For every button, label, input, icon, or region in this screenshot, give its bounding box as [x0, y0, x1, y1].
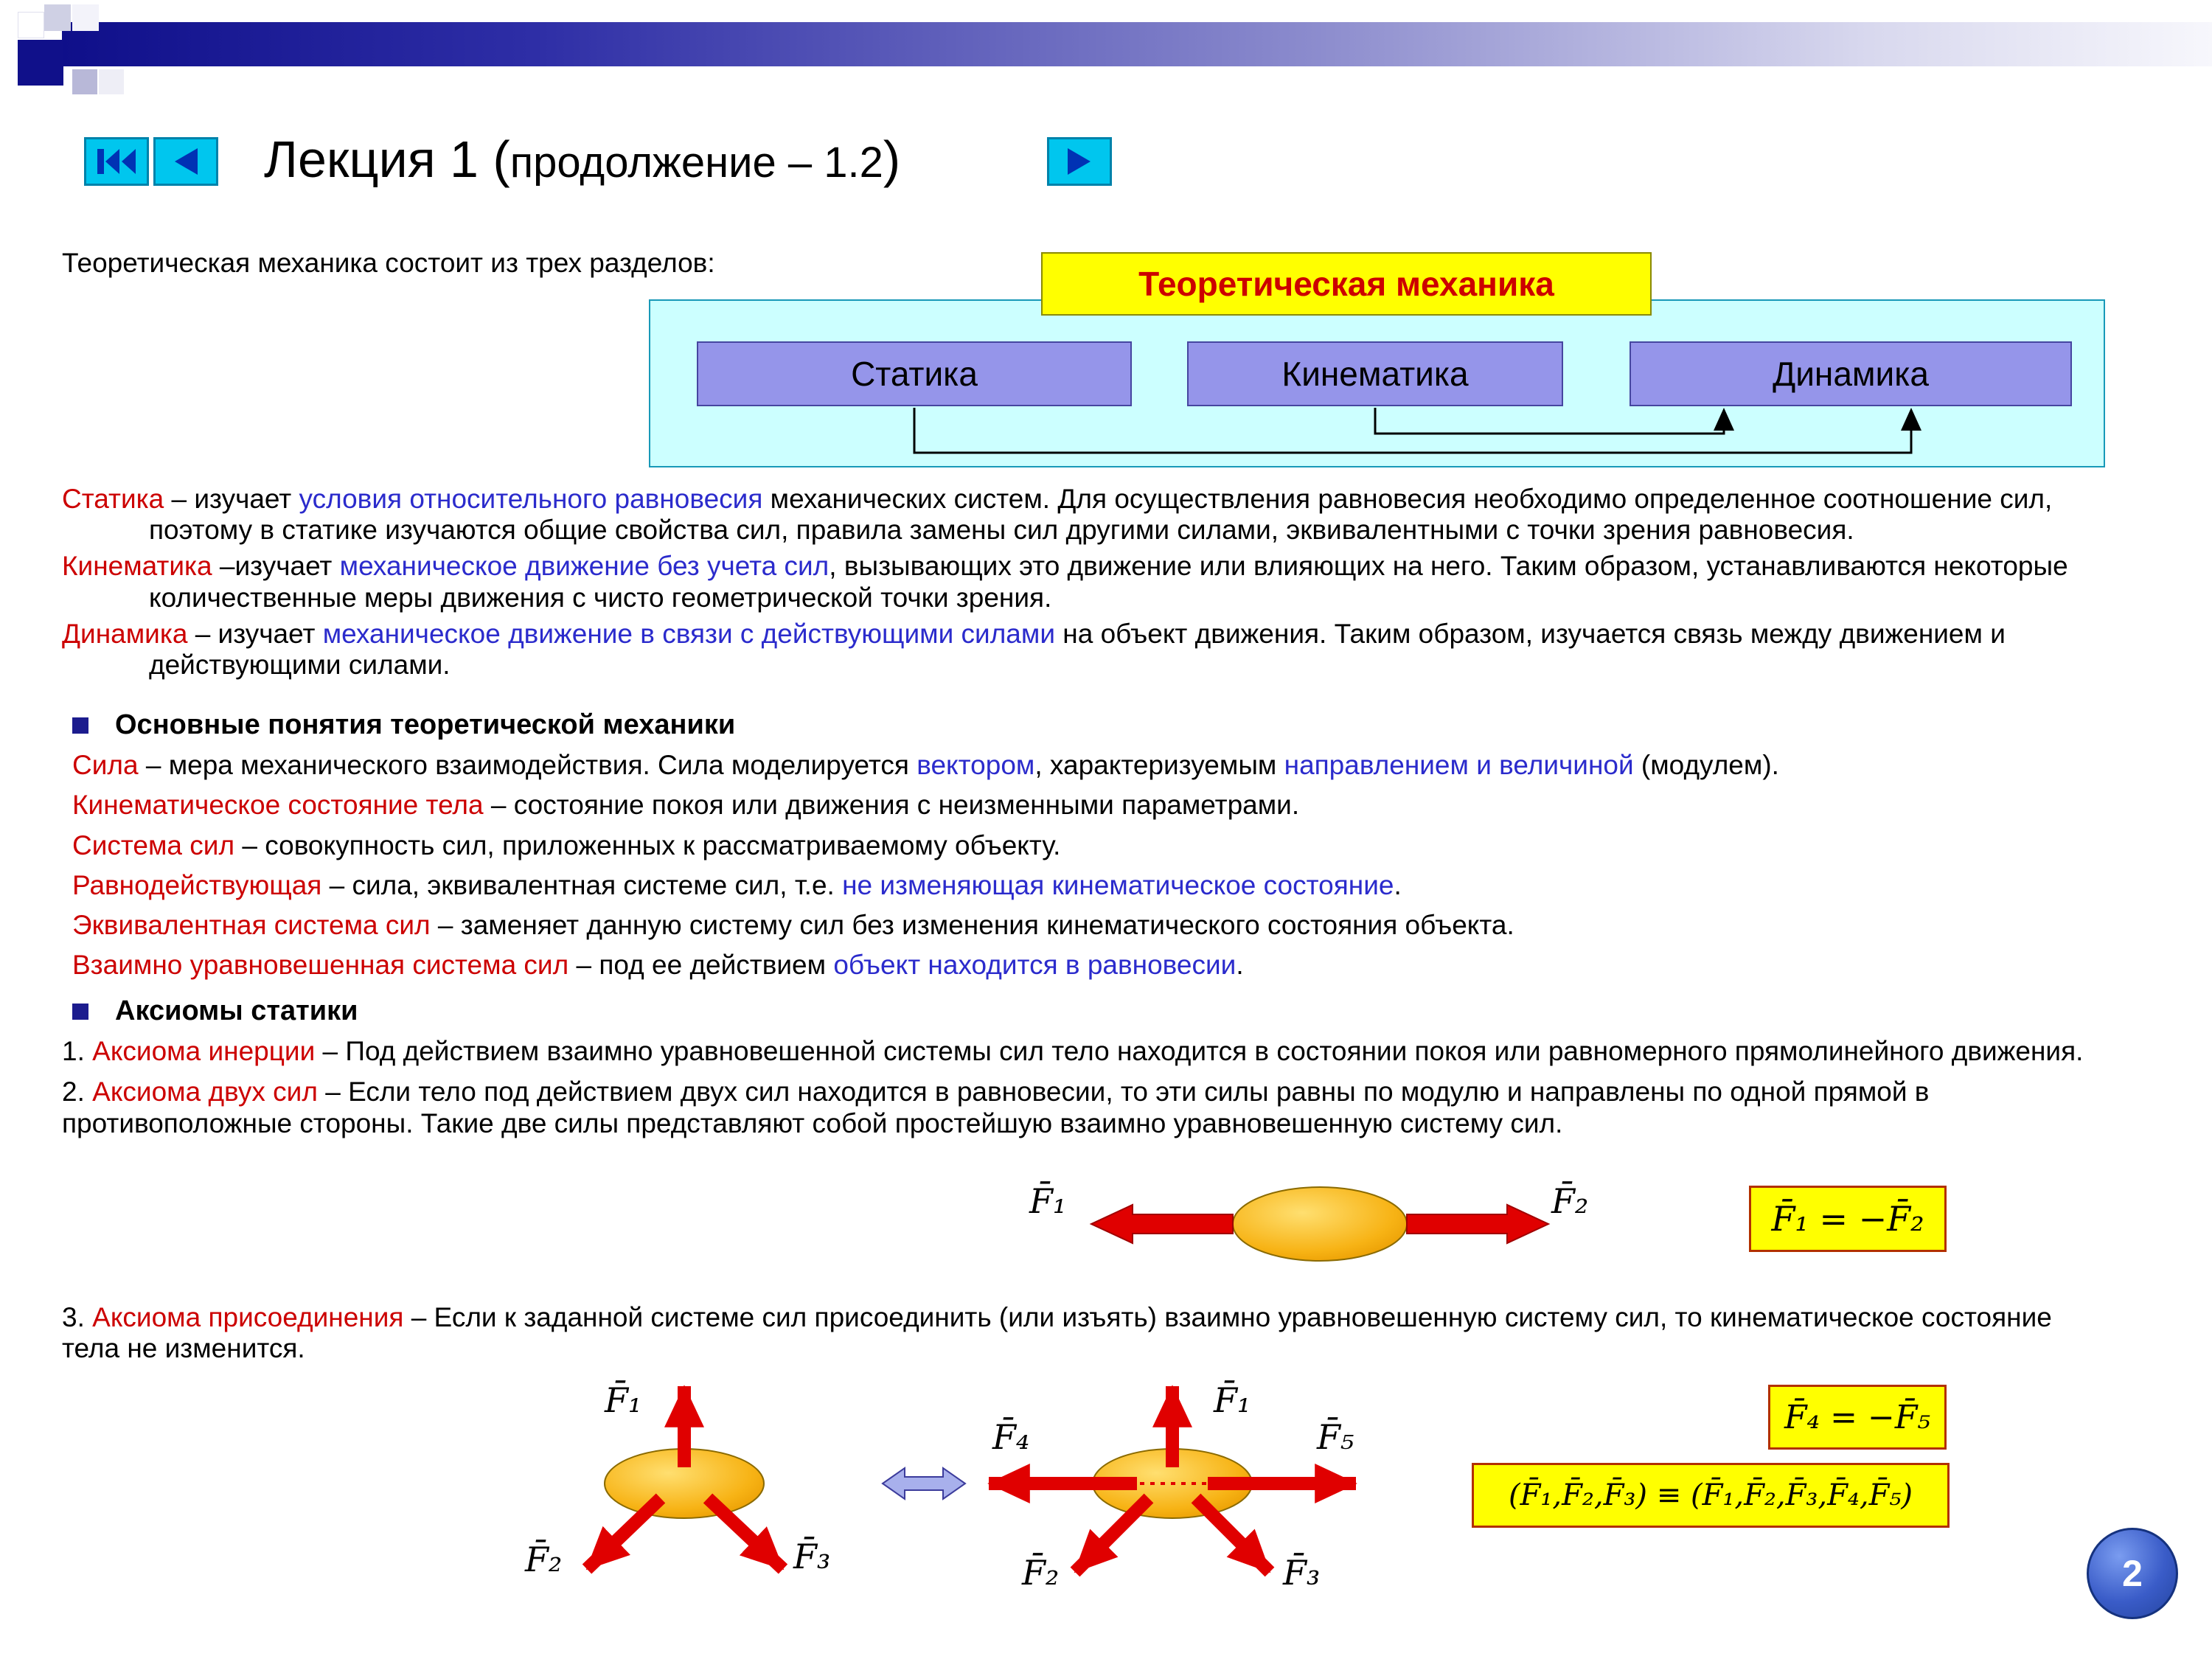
statics-definition: Статика – изучает условия относительного равновесия механических систем. Для осуществления равновесия необходимо определенное соотношение сил, поэтому в статике изучаются общие свойства сил, правила замены сил другими силами, эквивалентными с точки зрения равновесия.	[62, 484, 2053, 546]
concept-item: Эквивалентная система сил – заменяет данную систему сил без изменения кинематического состояния объекта.	[72, 910, 1514, 940]
two-forces-diagram	[1032, 1165, 1630, 1290]
decor-square	[99, 69, 124, 94]
body-ellipse	[1233, 1187, 1407, 1261]
nav-prev-button[interactable]	[153, 137, 218, 186]
formula-equivalence: (F̄₁,F̄₂,F̄₃) ≡ (F̄₁,F̄₂,F̄₃,F̄₄,F̄₅)	[1472, 1463, 1950, 1528]
concept-item: Равнодействующая – сила, эквивалентная системе сил, т.е. не изменяющая кинематическое состояние.	[72, 869, 1402, 900]
force-arrow-down-right	[1196, 1498, 1270, 1572]
definitions-block	[62, 484, 2112, 686]
page-number-badge: 2	[2087, 1528, 2178, 1619]
mechanics-node-statics: Статика	[697, 341, 1132, 406]
forward-icon	[1063, 146, 1096, 177]
concept-item: Сила – мера механического взаимодействия. Сила моделируется вектором, характеризуемым направлением и величиной (модулем).	[72, 750, 1779, 781]
intro-text: Теоретическая механика состоит из трех разделов:	[62, 248, 715, 278]
mechanics-node-dynamics: Динамика	[1630, 341, 2072, 406]
force-label-f2: F̄₂	[1022, 1553, 1060, 1593]
force-label-f1: F̄₁	[1029, 1181, 1067, 1221]
nav-next-button[interactable]	[1047, 137, 1112, 186]
page-title	[264, 124, 900, 198]
force-label-f2: F̄₂	[525, 1540, 563, 1579]
concept-item: Взаимно уравновешенная система сил – под ее действием объект находится в равновесии.	[72, 950, 1244, 981]
title-paren: продолжение – 1.2	[509, 139, 883, 187]
concepts-heading	[72, 709, 2112, 741]
force-label-f4: F̄₄	[992, 1417, 1030, 1457]
force-arrow-down-left	[1075, 1498, 1149, 1572]
axiom-item-3: 3. Аксиома присоединения – Если к заданной системе сил присоединить (или изъять) взаимно уравновешенную систему сил, то кинематическое состояние тела не изменится.	[62, 1302, 2052, 1364]
back-icon	[170, 146, 202, 177]
axioms-heading	[72, 995, 2112, 1027]
force-label-f3: F̄₃	[793, 1537, 831, 1576]
axiom3-block	[62, 1302, 2112, 1374]
axioms-block	[62, 995, 2112, 1149]
mechanics-node-kinematics: Кинематика	[1187, 341, 1563, 406]
decor-square	[18, 12, 44, 38]
bullet-icon	[72, 717, 88, 734]
formula-f4-f5: F̄₄ = −F̄₅	[1768, 1385, 1947, 1450]
dynamics-definition: Динамика – изучает механическое движение в связи с действующими силами на объект движения. Таким образом, изучается связь между движением и действующими силами.	[62, 618, 2006, 680]
decor-square	[18, 40, 63, 86]
concept-item: Система сил – совокупность сил, приложенных к рассматриваемому объекту.	[72, 830, 1061, 860]
connector-arrowhead	[1714, 408, 1734, 431]
decor-square	[72, 69, 97, 94]
force-arrow-down-right	[708, 1498, 783, 1569]
connector-line	[1375, 408, 1724, 434]
equivalence-arrow-icon	[883, 1468, 965, 1499]
nav-first-button[interactable]	[84, 137, 149, 186]
force-arrow-left	[1091, 1205, 1233, 1243]
force-arrow-down-left	[587, 1498, 661, 1569]
force-label-f2: F̄₂	[1551, 1181, 1589, 1221]
axioms-heading-label: Аксиомы статики	[115, 995, 358, 1026]
kinematics-definition: Кинематика –изучает механическое движение без учета сил, вызывающих это движение или влияющих на него. Таким образом, устанавливаются некоторые количественные меры движения с чисто геометрической точки зрения.	[62, 551, 2068, 613]
mechanics-root-node: Теоретическая механика	[1041, 252, 1652, 316]
title-main: Лекция 1 (	[264, 131, 510, 188]
force-label-f3: F̄₃	[1283, 1553, 1321, 1593]
force-label-f5: F̄₅	[1317, 1417, 1354, 1457]
decor-square	[44, 4, 71, 31]
connector-arrowhead	[1901, 408, 1921, 431]
bullet-icon	[72, 1004, 88, 1020]
decor-square	[72, 4, 99, 31]
force-label-f1: F̄₁	[605, 1380, 642, 1420]
axiom-item-1: 1. Аксиома инерции – Под действием взаимно уравновешенной системы сил тело находится в состоянии покоя или равномерного прямолинейного движения.	[62, 1036, 2084, 1067]
header-band	[62, 22, 2212, 66]
connector-line	[914, 408, 1911, 453]
force-arrow-right	[1407, 1205, 1548, 1243]
formula-axiom2: F̄₁ = −F̄₂	[1749, 1186, 1947, 1252]
force-label-f1: F̄₁	[1214, 1380, 1251, 1420]
concepts-heading-label: Основные понятия теоретической механики	[115, 709, 736, 740]
title-close: )	[883, 131, 901, 188]
skip-back-icon	[96, 146, 137, 177]
axiom-item-2: 2. Аксиома двух сил – Если тело под действием двух сил находится в равновесии, то эти силы равны по модулю и направлены по одной прямой в противоположные стороны. Такие две силы представляют собой простейшую взаимно уравновешенную систему сил.	[62, 1077, 1930, 1138]
concepts-block	[62, 709, 2112, 990]
concept-item: Кинематическое состояние тела – состояние покоя или движения с неизменными параметрами.	[72, 790, 1300, 821]
